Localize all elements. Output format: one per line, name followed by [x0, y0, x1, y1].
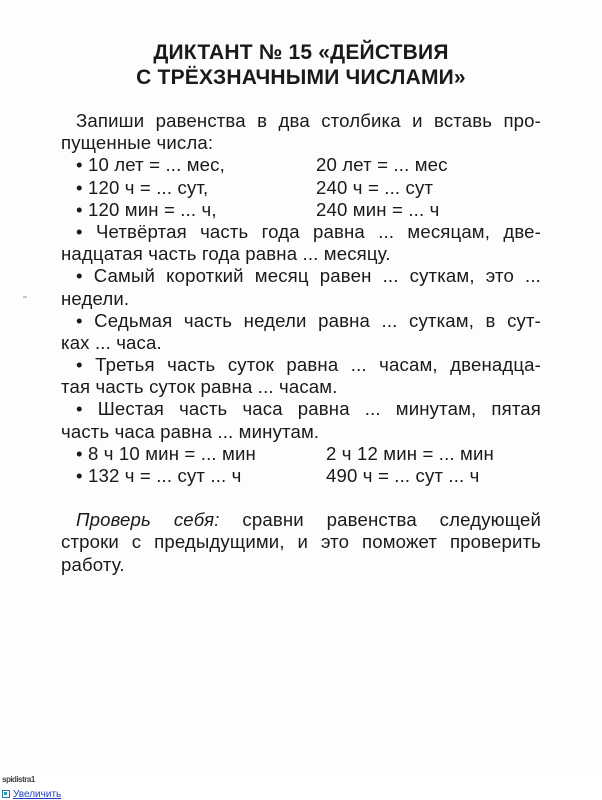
pair-right: 20 лет = ... мес [316, 154, 448, 176]
pair-right: 240 ч = ... сут [316, 176, 434, 198]
expand-icon [2, 790, 10, 798]
pair-row [61, 154, 541, 176]
item-line: • Самый короткий месяц равен ... суткам, это ... [76, 265, 541, 287]
item-line: часть часа равна ... минутам. [61, 420, 320, 442]
zoom-link-label[interactable]: Увеличить [13, 788, 62, 800]
scan-speck [23, 296, 27, 298]
pair-right: 490 ч = ... сут ... ч [326, 465, 480, 486]
item-line: недели. [61, 287, 130, 309]
pair-row [61, 465, 541, 487]
pair-left: • 120 ч = ... сут, [76, 176, 209, 198]
item-line: ках ... часа. [61, 331, 162, 353]
pair-row [61, 177, 541, 199]
pair-row [61, 443, 541, 465]
intro-line-2: пущенные числа: [61, 132, 214, 154]
exercise-body [61, 110, 541, 576]
item-line: • Четвёртая часть года равна ... месяцам, две- [76, 220, 541, 242]
pair-left: • 10 лет = ... мес, [76, 154, 225, 176]
item-line: тая часть суток равна ... часам. [61, 376, 338, 398]
check-line-1 [61, 509, 541, 531]
intro-line-1: Запиши равенства в два столбика и вставь про- [76, 110, 541, 131]
pair-row [61, 199, 541, 221]
pair-left: • 132 ч = ... сут ... ч [76, 465, 242, 486]
title-line-2: С ТРЁХЗНАЧНЫМИ ЧИСЛАМИ» [136, 66, 466, 89]
check-line-2: строки с предыдущими, и это поможет проверить [61, 531, 541, 553]
pair-right: 240 мин = ... ч [316, 198, 440, 220]
check-line-3: работу. [61, 553, 125, 575]
zoom-link[interactable] [2, 788, 61, 800]
page-title [0, 40, 602, 90]
pair-left: • 8 ч 10 мин = ... мин [76, 442, 256, 464]
item-line: надцатая часть года равна ... месяцу. [61, 243, 391, 265]
check-text: сравни равенства следующей [219, 509, 541, 531]
check-label: Проверь себя: [76, 509, 220, 531]
pair-right: 2 ч 12 мин = ... мин [326, 442, 494, 464]
item-line: • Седьмая часть недели равна ... суткам, в сут- [76, 309, 541, 331]
uploader-username: spidistra1 [2, 775, 35, 784]
pair-left: • 120 мин = ... ч, [76, 198, 217, 220]
title-line-1: ДИКТАНТ № 15 «ДЕЙСТВИЯ [153, 41, 449, 64]
item-line: • Шестая часть часа равна ... минутам, пятая [76, 398, 541, 420]
item-line: • Третья часть суток равна ... часам, двенадца- [76, 354, 541, 376]
